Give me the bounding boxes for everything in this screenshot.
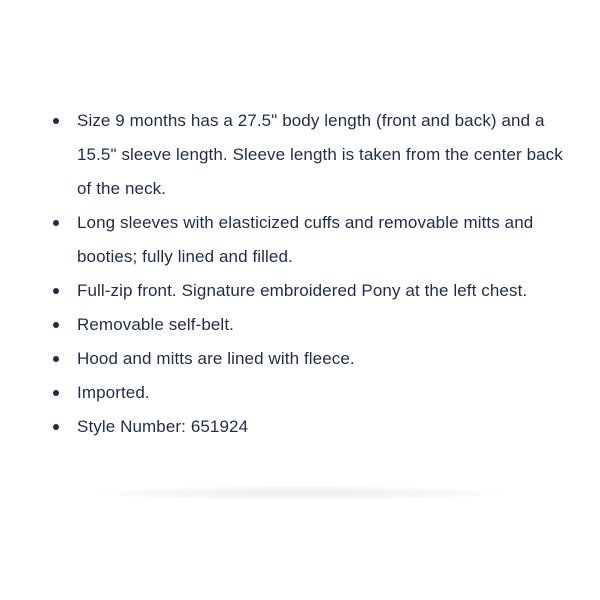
bullet-icon (53, 322, 59, 328)
details-item-imported (52, 376, 572, 410)
bullet-icon (53, 288, 59, 294)
details-item-text: Long sleeves with elasticized cuffs and removable mitts and booties; fully lined and filled. (77, 213, 534, 266)
details-item-text: Hood and mitts are lined with fleece. (77, 349, 355, 368)
details-item-text: Style Number: 651924 (77, 417, 249, 436)
product-details-list (52, 104, 572, 444)
bullet-icon (53, 220, 59, 226)
bullet-icon (53, 118, 59, 124)
bottom-shadow-divider (95, 486, 505, 500)
details-item-text: Removable self-belt. (77, 315, 234, 334)
details-item-text: Size 9 months has a 27.5" body length (front and back) and a 15.5" sleeve length. Sleeve length is taken from the center back of the neck. (77, 111, 563, 198)
bullet-icon (53, 356, 59, 362)
details-item-sleeves (52, 206, 572, 274)
bullet-icon (53, 390, 59, 396)
details-item-zip-front (52, 274, 572, 308)
details-item-text: Imported. (77, 383, 150, 402)
details-item-fleece (52, 342, 572, 376)
bullet-icon (53, 424, 59, 430)
details-item-style-number (52, 410, 572, 444)
details-item-text: Full-zip front. Signature embroidered Pony at the left chest. (77, 281, 528, 300)
details-item-size (52, 104, 572, 206)
details-item-belt (52, 308, 572, 342)
